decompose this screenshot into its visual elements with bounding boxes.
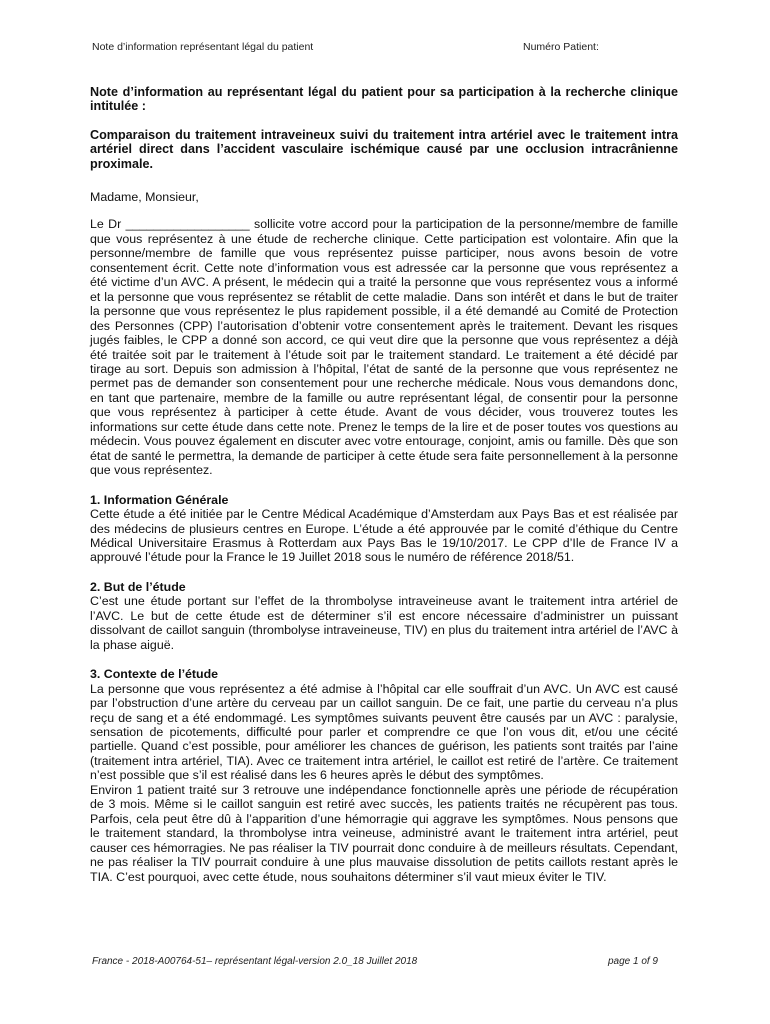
document-title: Note d’information au représentant légal du patient pour sa participation à la recherche clinique intitulée : (90, 85, 678, 114)
section-heading-study-aim: 2. But de l’étude (90, 579, 186, 594)
header-patient-number: Numéro Patient: (523, 41, 599, 53)
section-heading-study-context: 3. Contexte de l’étude (90, 667, 219, 682)
footer-reference: France - 2018-A00764-51– représentant légal-version 2.0_18 Juillet 2018 (92, 956, 418, 967)
intro-paragraph: Le Dr __________________ sollicite votre accord pour la participation de la personne/membre de famille que vous représentez à une étude de recherche clinique. Cette participation est volontaire. Afin que la personne/membre de famille que vous représentez puisse participer, nous avons besoin de votre consentement écrit. Cette note d’information vous est adressée car la personne que vous représentez a été victime d’un AVC. A présent, le médecin qui a traité la personne que vous représentez vous a informé et la personne que vous représentez se rétablit de cette maladie. Dans son intérêt et dans le but de traiter la personne que vous représentez le plus rapidement possible, il a été demandé au Comité de Protection des Personnes (CPP) l’autorisation d’obtenir votre consentement après le traitement. Devant les risques jugés faibles, le CPP a donné son accord, ce qui veut dire que la personne que vous représentez a déjà été traitée soit par le traitement à l’étude soit par le traitement standard. Le traitement a été décidé par tirage au sort. Depuis son admission à l’hôpital, l’état de santé de la personne que vous représentez ne permet pas de demander son consentement pour une recherche médicale. Nous vous demandons donc, en tant que partenaire, membre de la famille ou autre représentant légal, de consentir pour la personne que vous représentez à participer à cette étude. Avant de vous décider, vous trouverez toutes les informations sur cette étude dans cette note. Prenez le temps de la lire et de poser toutes vos questions au médecin. Vous pouvez également en discuter avec votre entourage, conjoint, amis ou famille. Dès que son état de santé le permettra, la demande de participer à cette étude sera faite personnellement à la personne que vous représentez. (90, 217, 678, 478)
page-number: page 1 of 9 (607, 956, 658, 967)
document-body (90, 85, 678, 884)
salutation: Madame, Monsieur, (90, 190, 199, 205)
section-study-context-text-2: Environ 1 patient traité sur 3 retrouve une indépendance fonctionnelle après une période de récupération de 3 mois. Même si le caillot sanguin est retiré avec succès, les patients traités ne récupèrent pas tous. Parfois, cela peut être dû à l’apparition d’une hémorragie qui aggrave les symptômes. Nous pensons que le traitement standard, la thrombolyse intra veineuse, administré avant le traitement intra artériel, peut causer ces hémorragies. Ne pas réaliser la TIV pourrait donc conduire à de meilleurs résultats. Cependant, ne pas réaliser la TIV pourrait conduire à une plus mauvaise dissolution de petits caillots restant après le TIA. C’est pourquoi, avec cette étude, nous souhaitons déterminer s’il vaut mieux éviter le TIV. (90, 782, 678, 884)
section-study-aim-text: C’est une étude portant sur l’effet de la thrombolyse intraveineuse avant le traitement intra artériel de l’AVC. Le but de cette étude est de déterminer s’il est encore nécessaire d’administrer un puissant dissolvant de caillot sanguin (thrombolyse intraveineuse, TIV) en plus du traitement intra artériel de l’AVC à la phase aiguë. (90, 594, 678, 652)
study-title: Comparaison du traitement intraveineux suivi du traitement intra artériel avec le traitement intra artériel direct dans l’accident vasculaire ischémique causé par une occlusion intracrânienne proximale. (90, 127, 678, 171)
header-document-title: Note d’information représentant légal du patient (92, 41, 314, 53)
section-study-context-text: La personne que vous représentez a été admise à l’hôpital car elle souffrait d’un AVC. Un AVC est causé par l’obstruction d’une artère du cerveau par un caillot sanguin. De ce fait, une partie du cerveau n’a plus reçu de sang et a été endommagé. Les symptômes suivants peuvent être causés par un AVC : paralysie, sensation de picotements, difficulté pour parler et comprendre ce que l’on vous dit, et/ou une cécité partielle. Quand c’est possible, pour améliorer les chances de guérison, les patients sont traités par l’aine (traitement intra artériel, TIA). Avec ce traitement intra artériel, le caillot est retiré de l’artère. Ce traitement n’est possible que s’il est réalisé dans les 6 heures après le début des symptômes. (90, 681, 678, 783)
section-heading-general-info: 1. Information Générale (90, 492, 229, 507)
section-general-info-text: Cette étude a été initiée par le Centre Médical Académique d’Amsterdam aux Pays Bas et est réalisée par des médecins de plusieurs centres en Europe. L’étude a été approuvée par le comité d’éthique du Centre Médical Universitaire Erasmus à Rotterdam aux Pays Bas le 19/10/2017. Le CPP d’Ile de France IV a approuvé l’étude pour la France le 19 Juillet 2018 sous le numéro de référence 2018/51. (90, 507, 678, 565)
